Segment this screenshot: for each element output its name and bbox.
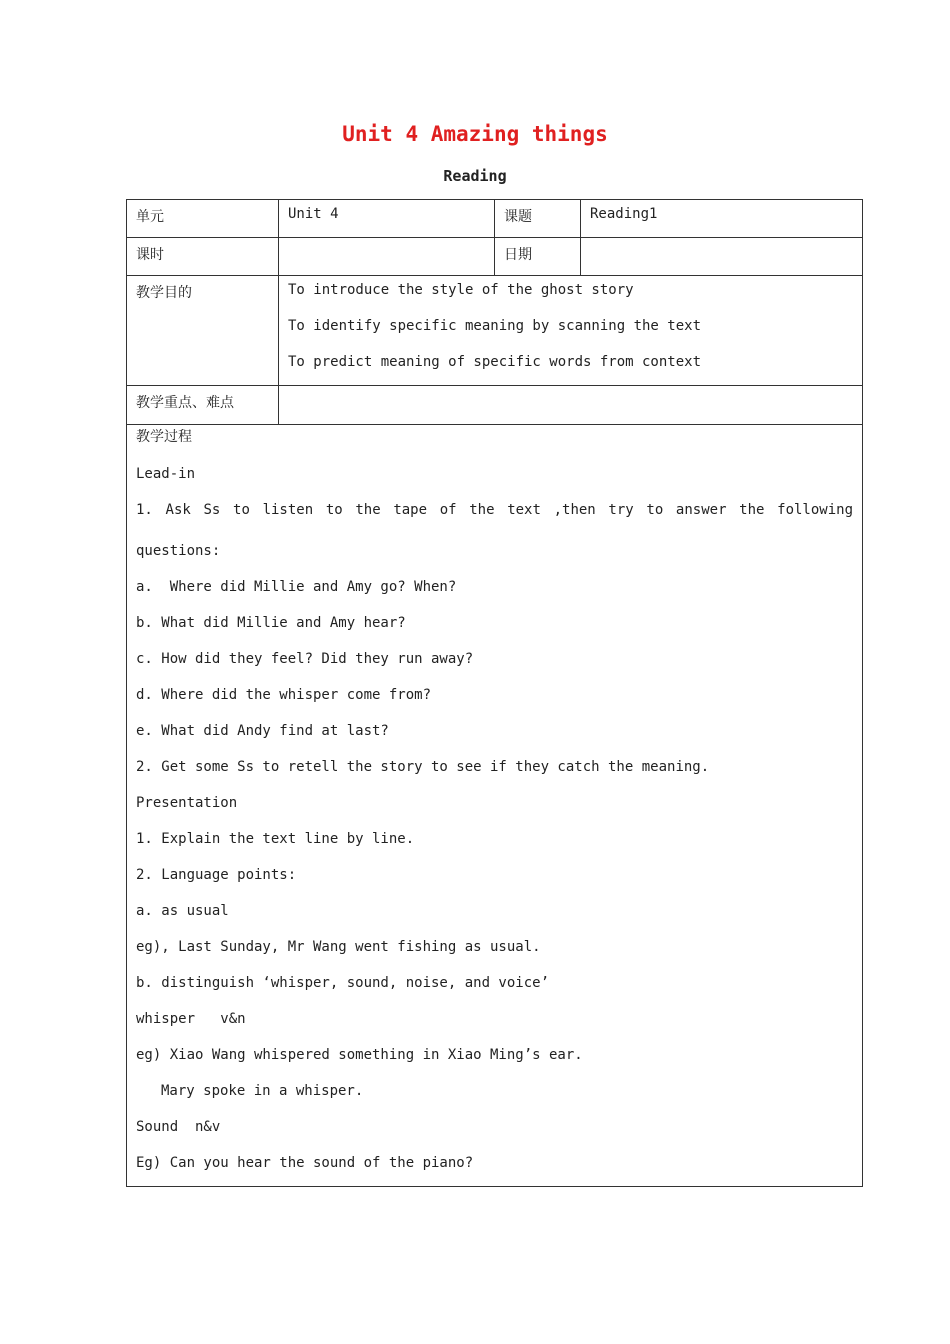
date-value-cell bbox=[581, 238, 863, 276]
leadin-item-1-word: answer bbox=[675, 502, 727, 518]
topic-label-cell bbox=[495, 200, 581, 238]
presentation-heading: Presentation bbox=[136, 795, 238, 811]
sound-example: Eg) Can you hear the sound of the piano? bbox=[136, 1155, 474, 1171]
unit-row bbox=[127, 200, 863, 238]
document-title: Unit 4 Amazing things bbox=[342, 122, 608, 146]
process-label: 教学过程 bbox=[136, 429, 192, 445]
process-cell bbox=[127, 425, 863, 1187]
leadin-item-1 bbox=[136, 497, 853, 538]
unit-label: 单元 bbox=[136, 209, 164, 225]
question-item: e. What did Andy find at last? bbox=[136, 723, 389, 739]
language-point-b: b. distinguish ‘whisper, sound, noise, and voice’ bbox=[136, 975, 550, 991]
objectives-label: 教学目的 bbox=[136, 285, 192, 301]
topic-value: Reading1 bbox=[590, 206, 658, 222]
unit-value-cell bbox=[279, 200, 495, 238]
whisper-example-2: Mary spoke in a whisper. bbox=[161, 1083, 364, 1099]
leadin-item-1-word: to bbox=[233, 502, 250, 518]
leadin-item-1-word: 1. bbox=[136, 502, 153, 518]
document-subtitle: Reading bbox=[443, 167, 507, 185]
leadin-item-1-word: following bbox=[777, 502, 853, 518]
period-row bbox=[127, 238, 863, 276]
leadin-item-1-word: Ask bbox=[165, 502, 191, 518]
period-value-cell bbox=[279, 238, 495, 276]
leadin-item-1-word: the bbox=[739, 502, 765, 518]
whisper-pos: whisper v&n bbox=[136, 1011, 246, 1027]
language-point-a: a. as usual bbox=[136, 903, 229, 919]
whisper-example-1: eg) Xiao Wang whispered something in Xiao Ming’s ear. bbox=[136, 1047, 583, 1063]
question-item: a. Where did Millie and Amy go? When? bbox=[136, 579, 457, 595]
sound-pos: Sound n&v bbox=[136, 1119, 221, 1135]
presentation-item-1: 1. Explain the text line by line. bbox=[136, 831, 415, 847]
leadin-item-1-word: to bbox=[646, 502, 664, 518]
period-label: 课时 bbox=[136, 247, 164, 263]
key-points-label-cell bbox=[127, 386, 279, 425]
objectives-row bbox=[127, 276, 863, 386]
date-label-cell bbox=[495, 238, 581, 276]
leadin-heading: Lead-in bbox=[136, 466, 196, 482]
leadin-item-1-word: of bbox=[439, 502, 457, 518]
question-item: d. Where did the whisper come from? bbox=[136, 687, 432, 703]
question-item: b. What did Millie and Amy hear? bbox=[136, 615, 406, 631]
topic-label: 课题 bbox=[504, 209, 532, 225]
leadin-item-2: 2. Get some Ss to retell the story to see if they catch the meaning. bbox=[136, 759, 710, 775]
leadin-item-1-word: to bbox=[325, 502, 343, 518]
presentation-item-2: 2. Language points: bbox=[136, 867, 297, 883]
leadin-item-1-word: Ss bbox=[203, 502, 221, 518]
leadin-item-1-word: ,then bbox=[553, 502, 596, 518]
leadin-item-1-continued: questions: bbox=[136, 543, 221, 559]
unit-label-cell bbox=[127, 200, 279, 238]
objective-item: To introduce the style of the ghost story bbox=[288, 282, 634, 298]
objectives-cell bbox=[279, 276, 863, 386]
lesson-plan-table bbox=[126, 199, 863, 1187]
process-row bbox=[127, 425, 863, 1187]
leadin-item-1-word: tape bbox=[393, 502, 428, 518]
date-label: 日期 bbox=[504, 247, 532, 263]
period-value bbox=[288, 238, 485, 244]
objective-item: To identify specific meaning by scanning the text bbox=[288, 318, 702, 334]
unit-value: Unit 4 bbox=[288, 206, 339, 222]
leadin-item-1-word: try bbox=[608, 502, 634, 518]
date-value bbox=[590, 238, 853, 244]
objectives-label-cell bbox=[127, 276, 279, 386]
key-points-cell bbox=[279, 386, 863, 425]
leadin-item-1-word: text bbox=[507, 502, 541, 518]
key-points-label: 教学重点、难点 bbox=[136, 395, 234, 411]
question-item: c. How did they feel? Did they run away? bbox=[136, 651, 474, 667]
period-label-cell bbox=[127, 238, 279, 276]
key-points-row bbox=[127, 386, 863, 425]
leadin-item-1-word: listen bbox=[262, 502, 314, 518]
objective-item: To predict meaning of specific words from context bbox=[288, 354, 702, 370]
leadin-item-1-word: the bbox=[469, 502, 495, 518]
key-points-value bbox=[288, 386, 853, 392]
topic-value-cell bbox=[581, 200, 863, 238]
example-a: eg), Last Sunday, Mr Wang went fishing as usual. bbox=[136, 939, 541, 955]
leadin-item-1-word: the bbox=[355, 502, 381, 518]
